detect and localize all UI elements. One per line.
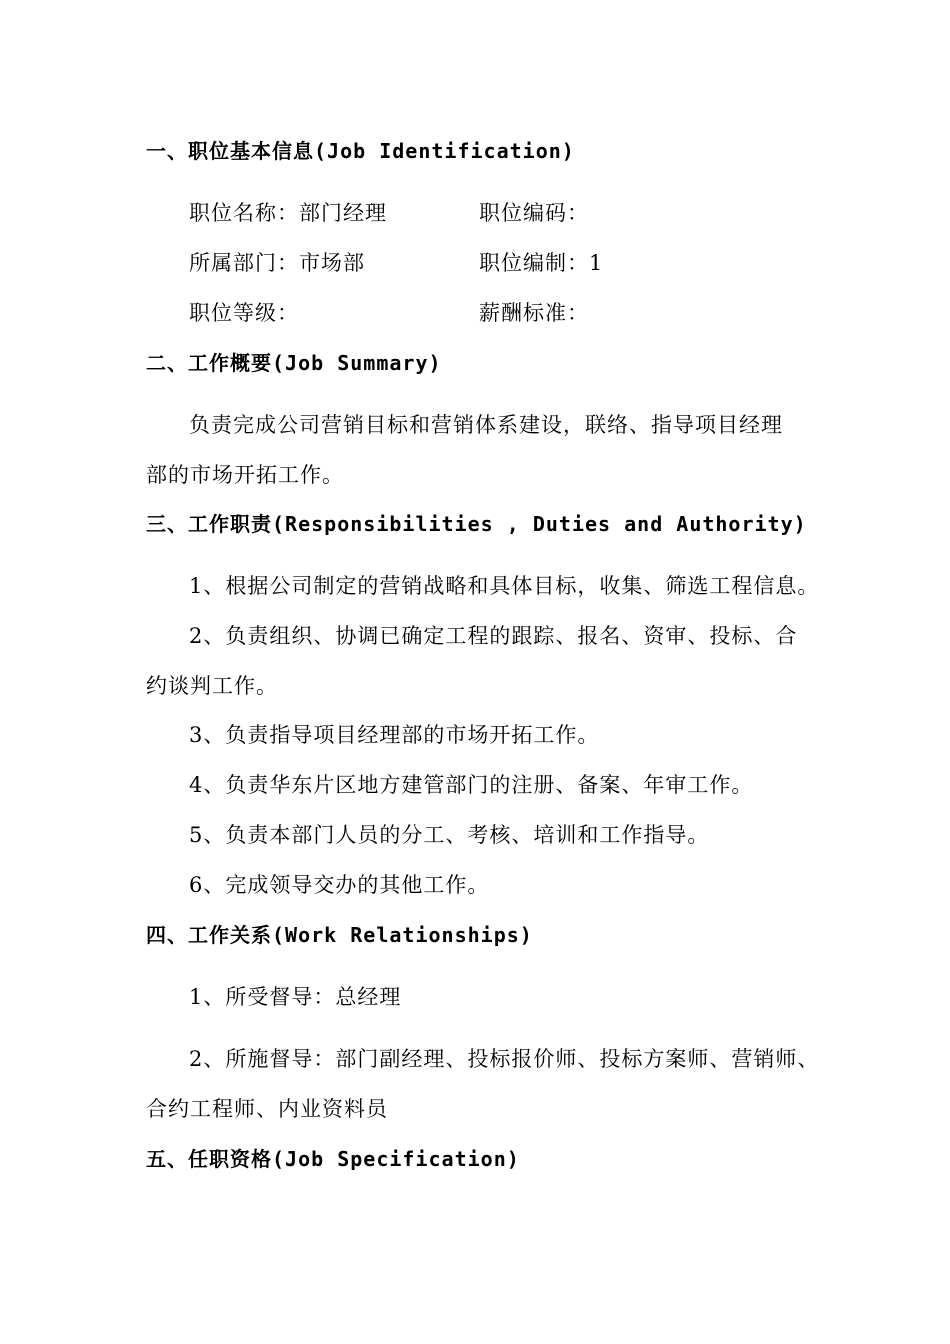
- responsibility-item: 5、负责本部门人员的分工、考核、培训和工作指导。: [189, 823, 710, 847]
- relationship-item: 1、所受督导：总经理: [189, 985, 402, 1009]
- responsibility-item-continuation: 约谈判工作。: [146, 674, 278, 698]
- summary-text-line1: 负责完成公司营销目标和营销体系建设，联络、指导项目经理: [189, 413, 783, 437]
- salary-row: [479, 299, 589, 327]
- section-heading-identification: [146, 137, 575, 165]
- summary-text-line2: 部的市场开拓工作。: [146, 463, 344, 487]
- responsibility-item: 1、根据公司制定的营销战略和具体目标，收集、筛选工程信息。: [189, 574, 820, 598]
- headcount-label: 职位编制：: [479, 251, 589, 275]
- department-label: 所属部门：: [189, 251, 299, 275]
- grade-row: [189, 299, 299, 327]
- responsibility-item: 4、负责华东片区地方建管部门的注册、备案、年审工作。: [189, 773, 754, 797]
- department-value: 市场部: [299, 251, 365, 275]
- section-heading-relationships: [146, 921, 533, 949]
- responsibility-item: 6、完成领导交办的其他工作。: [189, 873, 490, 897]
- department-row: [189, 249, 365, 277]
- job-title-value: 部门经理: [299, 201, 387, 225]
- job-code-label: 职位编码：: [479, 201, 589, 225]
- job-title-row: [189, 199, 387, 227]
- heading-cn: 三、工作职责: [146, 512, 272, 536]
- section-heading-responsibilities: [146, 510, 807, 538]
- relationship-item-continuation: 合约工程师、内业资料员: [146, 1097, 388, 1121]
- salary-label: 薪酬标准：: [479, 301, 589, 325]
- section-heading-specification: [146, 1145, 520, 1173]
- headcount-value: 1: [589, 251, 604, 275]
- heading-cn: 五、任职资格: [146, 1147, 272, 1171]
- section-heading-summary: [146, 349, 442, 377]
- heading-cn: 一、职位基本信息: [146, 139, 314, 163]
- relationship-item: 2、所施督导：部门副经理、投标报价师、投标方案师、营销师、: [189, 1047, 820, 1071]
- headcount-row: [479, 249, 603, 277]
- job-code-row: [479, 199, 589, 227]
- heading-cn: 四、工作关系: [146, 923, 272, 947]
- responsibility-item: 2、负责组织、协调已确定工程的跟踪、报名、资审、投标、合: [189, 624, 798, 648]
- heading-en: (Job Identification): [314, 139, 575, 163]
- heading-en: (Job Summary): [272, 351, 442, 375]
- heading-en: (Responsibilities , Duties and Authority): [272, 512, 807, 536]
- job-title-label: 职位名称：: [189, 201, 299, 225]
- responsibility-item: 3、负责指导项目经理部的市场开拓工作。: [189, 723, 600, 747]
- heading-cn: 二、工作概要: [146, 351, 272, 375]
- heading-en: (Work Relationships): [272, 923, 533, 947]
- grade-label: 职位等级：: [189, 301, 299, 325]
- heading-en: (Job Specification): [272, 1147, 520, 1171]
